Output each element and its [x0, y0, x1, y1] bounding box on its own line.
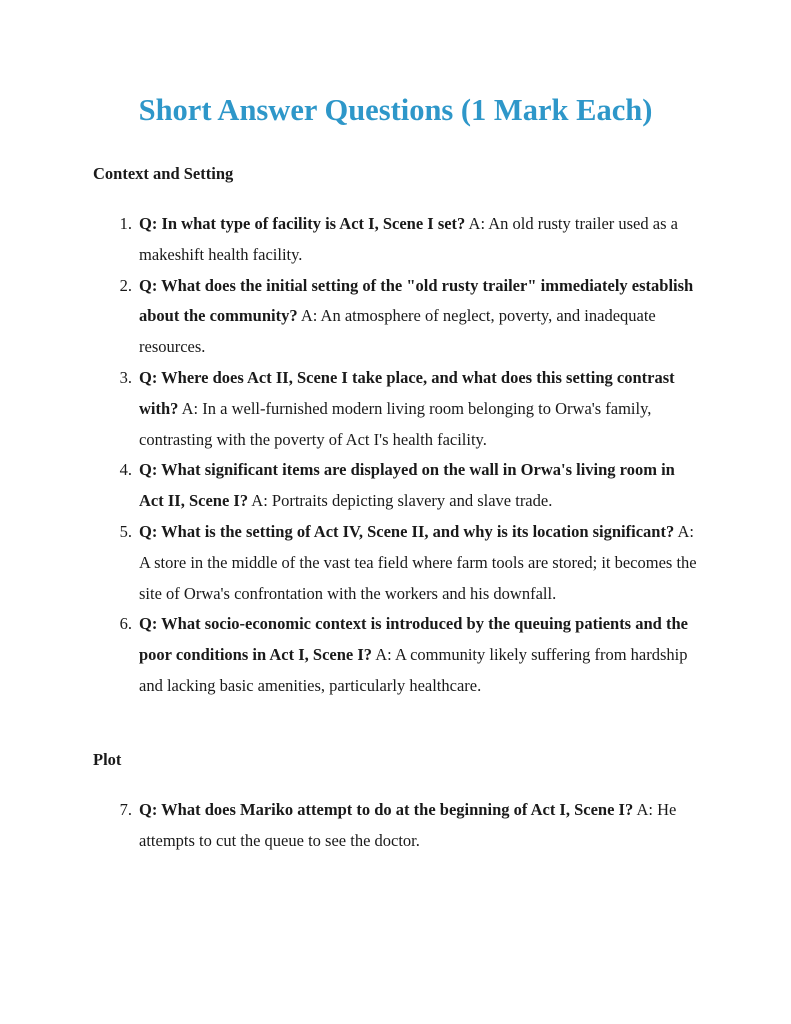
item-number: 1.: [119, 214, 132, 233]
answer-text: A: Portraits depicting slavery and slave trade.: [251, 491, 553, 511]
question-text: Q: What socio-economic context is introduced by the queuing patients and the poor conditions in Act I, Scene I?: [139, 614, 688, 665]
answer-text: A: A store in the middle of the vast tea field where farm tools are stored; it becomes the site of Orwa's confrontation with the workers and his downfall.: [139, 521, 697, 603]
question-text: Q: Where does Act II, Scene I take place, and what does this setting contrast with?: [139, 367, 675, 418]
section-heading-context-and-setting: Context and Setting: [93, 164, 234, 183]
question-list-context-and-setting: [0, 209, 791, 702]
page-title: Short Answer Questions (1 Mark Each): [138, 93, 653, 127]
answer-text: A: An atmosphere of neglect, poverty, and inadequate resources.: [139, 306, 656, 357]
answer-text: A: In a well-furnished modern living room belonging to Orwa's family, contrasting with the poverty of Act I's health facility.: [139, 398, 652, 449]
question-text: Q: What is the setting of Act IV, Scene II, and why is its location significant?: [139, 521, 675, 541]
list-item: [0, 517, 699, 609]
list-item: [0, 363, 699, 455]
item-number: 5.: [119, 521, 132, 541]
item-number: 3.: [119, 367, 132, 387]
answer-text: A: An old rusty trailer used as a makeshift health facility.: [139, 214, 678, 264]
question-list-plot: [0, 795, 791, 857]
item-number: 6.: [119, 614, 132, 634]
list-item: [0, 609, 699, 701]
section-heading-plot: Plot: [93, 750, 122, 769]
question-text: Q: What does the initial setting of the "old rusty trailer" immediately establish about the community?: [139, 275, 694, 326]
answer-text: A: He attempts to cut the queue to see the doctor.: [139, 800, 677, 850]
list-item: [0, 455, 699, 517]
answer-text: A: A community likely suffering from hardship and lacking basic amenities, particularly healthcare.: [139, 645, 688, 695]
question-text: Q: What does Mariko attempt to do at the beginning of Act I, Scene I?: [139, 800, 634, 819]
list-item: [0, 209, 699, 271]
item-number: 4.: [119, 460, 132, 480]
list-item: [0, 271, 699, 363]
item-number: 2.: [119, 275, 132, 295]
item-number: 7.: [119, 800, 132, 819]
list-item: [0, 795, 699, 857]
question-text: Q: What significant items are displayed on the wall in Orwa's living room in Act II, Scene I?: [139, 460, 675, 511]
question-text: Q: In what type of facility is Act I, Scene I set?: [139, 214, 466, 233]
